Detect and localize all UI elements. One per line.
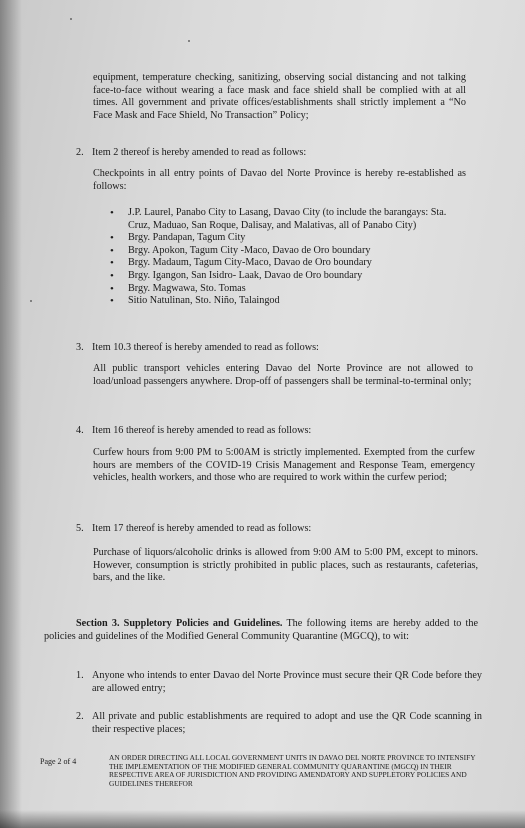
item-5-number: 5. — [76, 523, 84, 534]
item-3-heading-text: Item 10.3 thereof is hereby amended to read as follows: — [92, 342, 319, 353]
section-3-item-2-number: 2. — [76, 711, 84, 722]
item-3-body: All public transport vehicles entering Davao del Norte Province are not allowed to load/unload passengers anywhere. Drop-off of passengers shall be terminal-to-terminal only; — [93, 363, 473, 387]
section-3-intro — [44, 618, 478, 643]
section-3-item-2 — [76, 711, 482, 736]
section-3-item-1 — [76, 670, 482, 695]
section-3-text: The following items are hereby added to the policies and guidelines of the Modified General Community Quarantine (MGCQ), to wit: — [44, 618, 478, 642]
checkpoint-list — [110, 207, 468, 308]
item-5-heading — [76, 523, 456, 536]
intro-paragraph: equipment, temperature checking, sanitizing, observing social distancing and not talking face-to-face without wearing a face mask and face shield shall be complied with at all times. All government and private offices/establishments shall strictly implement a “No Face Mask and Face Shield, No Transaction” Policy; — [93, 72, 466, 121]
item-2-heading — [76, 147, 456, 160]
item-2-body: Checkpoints in all entry points of Davao del Norte Province is hereby re-established as follows: — [93, 168, 466, 192]
section-3-item-1-number: 1. — [76, 670, 84, 681]
item-3-number: 3. — [76, 342, 84, 353]
list-item: • Brgy. Apokon, Tagum City -Maco, Davao de Oro boundary — [110, 245, 468, 258]
item-4-heading — [76, 425, 456, 438]
section-3-item-2-text: All private and public establishments are required to adopt and use the QR Code scanning in their respective places; — [92, 711, 482, 735]
scan-shadow-bottom — [0, 810, 525, 828]
scan-speck — [30, 300, 32, 302]
list-item: • Brgy. Magwawa, Sto. Tomas — [110, 283, 468, 296]
scan-speck — [70, 18, 72, 20]
section-3-item-1-text: Anyone who intends to enter Davao del Norte Province must secure their QR Code before they are allowed entry; — [92, 670, 482, 694]
scan-shadow-left — [0, 0, 22, 828]
list-item: • Brgy. Madaum, Tagum City-Maco, Davao de Oro boundary — [110, 257, 468, 270]
section-3-title: Section 3. Suppletory Policies and Guidelines. — [76, 618, 283, 629]
page-number: Page 2 of 4 — [40, 757, 77, 766]
footer-reference: AN ORDER DIRECTING ALL LOCAL GOVERNMENT UNITS IN DAVAO DEL NORTE PROVINCE TO INTENSIFY THE IMPLEMENTATION OF THE MODIFIED GENERAL COMMUNITY QUARANTINE (MGCQ) IN THEIR RESPECTIVE AREA OF JURISDICTION AND PROVIDING AMENDATORY AND SUPPLETORY POLICIES AND GUIDELINES THEREFOR — [109, 753, 476, 788]
list-item: • Brgy. Pandapan, Tagum City — [110, 232, 468, 245]
item-4-heading-text: Item 16 thereof is hereby amended to read as follows: — [92, 425, 312, 436]
scan-speck — [188, 40, 190, 42]
item-4-body: Curfew hours from 9:00 PM to 5:00AM is strictly implemented. Exempted from the curfew hours are members of the COVID-19 Crisis Management and Response Team, emergency vehicles, health workers, and those who are required to work within the curfew period; — [93, 447, 475, 484]
item-2-heading-text: Item 2 thereof is hereby amended to read as follows: — [92, 147, 307, 158]
item-3-heading — [76, 342, 456, 355]
item-5-body: Purchase of liquors/alcoholic drinks is allowed from 9:00 AM to 5:00 PM, except to minors. However, consumption is strictly prohibited in public places, such as restaurants, cafeterias, bars, and the like. — [93, 547, 478, 584]
list-item: • Brgy. Igangon, San Isidro- Laak, Davao de Oro boundary — [110, 270, 468, 283]
item-5-heading-text: Item 17 thereof is hereby amended to read as follows: — [92, 523, 312, 534]
list-item: • Sitio Natulinan, Sto. Niño, Talaingod — [110, 295, 468, 308]
list-item: • J.P. Laurel, Panabo City to Lasang, Davao City (to include the barangays: Sta. Cruz, Maduao, San Roque, Dalisay, and Malativas, all of Panabo City) — [110, 207, 468, 232]
item-4-number: 4. — [76, 425, 84, 436]
item-2-number: 2. — [76, 147, 84, 158]
